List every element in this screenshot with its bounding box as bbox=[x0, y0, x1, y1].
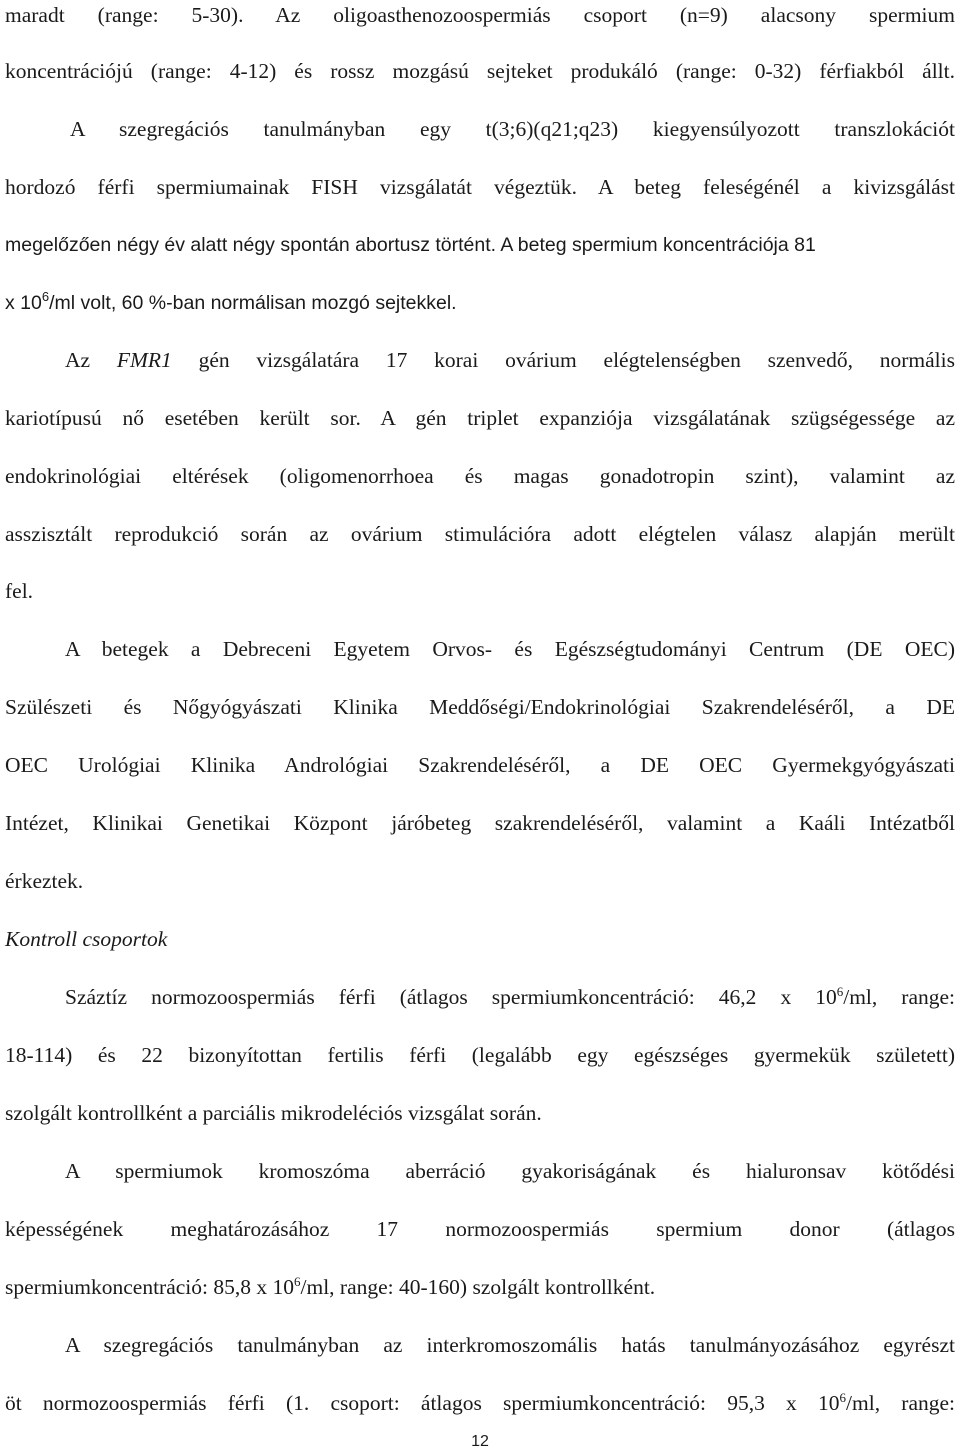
text-line: A betegek a Debreceni Egyetem Orvos- és Egészségtudományi Centrum (DE OEC) bbox=[65, 637, 955, 661]
text-line: OEC Urológiai Klinika Andrológiai Szakrendeléséről, a DE OEC Gyermekgyógyászati bbox=[5, 753, 955, 777]
text-run: spermiumkoncentráció: 85,8 x 10 bbox=[5, 1275, 294, 1299]
text-line bbox=[65, 345, 955, 375]
superscript: 6 bbox=[836, 984, 844, 999]
text-line: 18-114) és 22 bizonyítottan fertilis férfi (legalább egy egészséges gyermekük született) bbox=[5, 1043, 955, 1067]
text-line: A szegregációs tanulmányban az interkromoszomális hatás tanulmányozásához egyrészt bbox=[65, 1333, 955, 1357]
text-line: érkeztek. bbox=[5, 869, 84, 893]
text-run: öt normozoospermiás férfi (1. csoport: átlagos spermiumkoncentráció: 95,3 x 10 bbox=[5, 1391, 840, 1415]
text-run: gén vizsgálatára 17 korai ovárium elégtelenségben szenvedő, normális bbox=[171, 348, 955, 372]
text-line: A szegregációs tanulmányban egy t(3;6)(q21;q23) kiegyensúlyozott transzlokációt bbox=[70, 117, 955, 141]
text-line bbox=[5, 1272, 955, 1302]
text-line: A spermiumok kromoszóma aberráció gyakoriságának és hialuronsav kötődési bbox=[65, 1159, 955, 1183]
text-line: asszisztált reprodukció során az ovárium stimulációra adott elégtelen válasz alapján merült bbox=[5, 522, 955, 546]
text-run: Száztíz normozoospermiás férfi (átlagos spermiumkoncentráció: 46,2 x 10 bbox=[65, 985, 837, 1009]
text-line: koncentrációjú (range: 4-12) és rossz mozgású sejteket produkáló (range: 0-32) férfiakból állt. bbox=[5, 59, 955, 83]
text-run: /ml, range: bbox=[846, 1391, 956, 1415]
text-run: /ml, range: bbox=[843, 985, 955, 1009]
text-line: szolgált kontrollként a parciális mikrodeléciós vizsgálat során. bbox=[5, 1101, 542, 1125]
text-run: /ml volt, 60 %-ban normálisan mozgó sejtekkel. bbox=[49, 292, 457, 314]
page-number: 12 bbox=[471, 1433, 489, 1450]
text-line bbox=[5, 1388, 955, 1418]
text-line bbox=[5, 288, 955, 318]
text-run: Az bbox=[65, 348, 117, 372]
text-line: Intézet, Klinikai Genetikai Központ járóbeteg szakrendeléséről, valamint a Kaáli Intézatből bbox=[5, 811, 955, 835]
superscript: 6 bbox=[294, 1274, 301, 1289]
superscript: 6 bbox=[839, 1390, 847, 1405]
gene-name: FMR1 bbox=[116, 348, 172, 372]
text-line bbox=[65, 982, 955, 1012]
text-run: x 10 bbox=[5, 292, 42, 314]
text-line: hordozó férfi spermiumainak FISH vizsgálatát végeztük. A beteg feleségénél a kivizsgálást bbox=[5, 175, 955, 199]
text-line: endokrinológiai eltérések (oligomenorrhoea és magas gonadotropin szint), valamint az bbox=[5, 464, 955, 488]
text-line: megelőzően négy év alatt négy spontán abortusz történt. A beteg spermium koncentrációja 81 bbox=[5, 234, 816, 256]
superscript: 6 bbox=[41, 289, 50, 304]
text-line: maradt (range: 5-30). Az oligoasthenozoospermiás csoport (n=9) alacsony spermium bbox=[5, 3, 955, 27]
text-line: fel. bbox=[5, 579, 34, 603]
text-line: Szülészeti és Nőgyógyászati Klinika Meddőségi/Endokrinológiai Szakrendeléséről, a DE bbox=[5, 695, 955, 719]
text-line: képességének meghatározásához 17 normozoospermiás spermium donor (átlagos bbox=[5, 1217, 955, 1241]
text-run: /ml, range: 40-160) szolgált kontrollként. bbox=[300, 1275, 656, 1299]
section-heading: Kontroll csoportok bbox=[5, 927, 168, 951]
text-line: kariotípusú nő esetében került sor. A gén triplet expanziója vizsgálatának szügségessége az bbox=[5, 406, 955, 430]
